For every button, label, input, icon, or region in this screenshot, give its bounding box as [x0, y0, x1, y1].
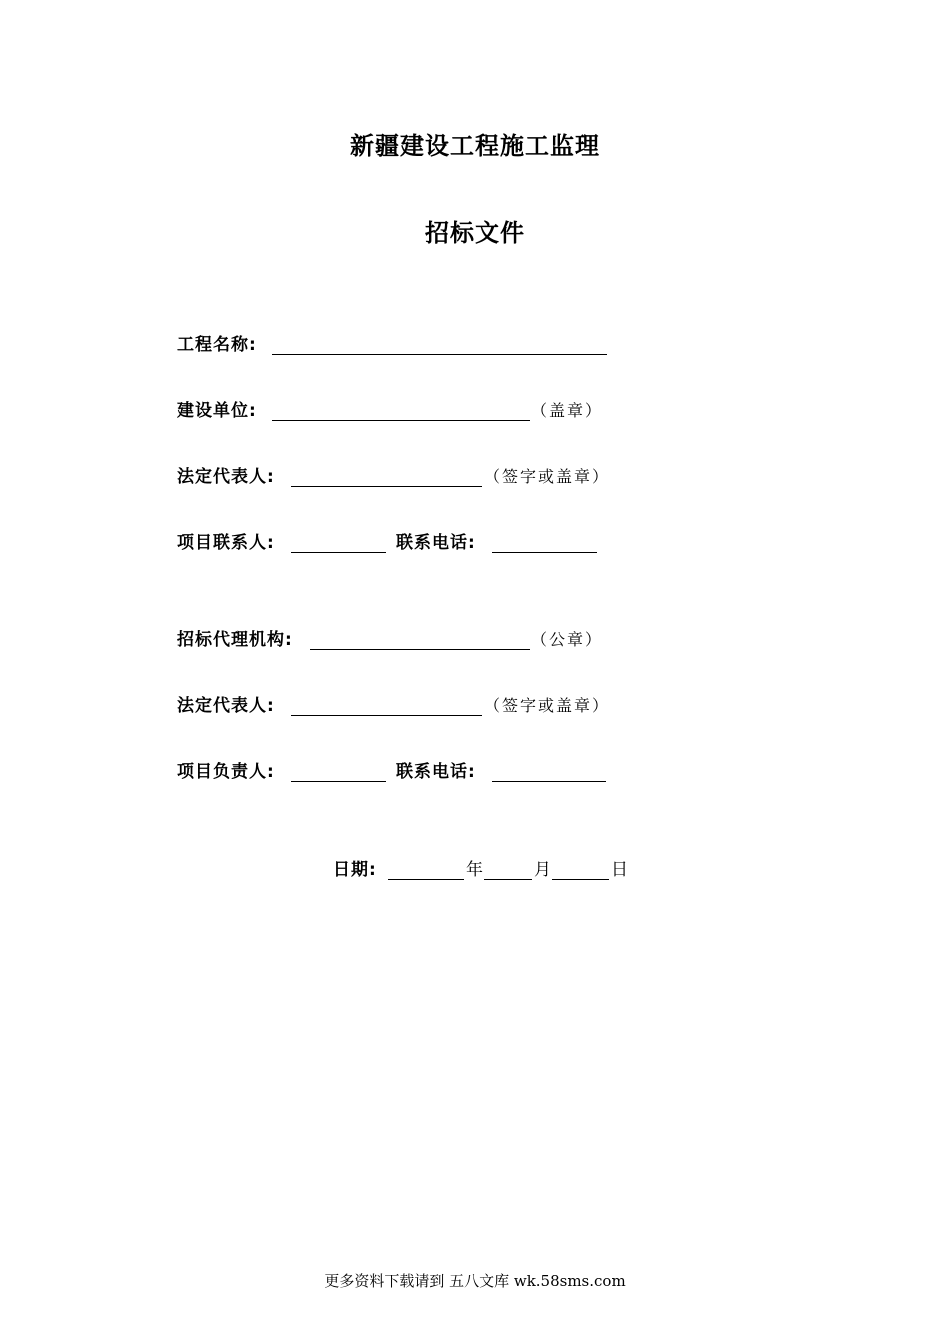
- legal-rep-label-1: 法定代表人:: [177, 467, 275, 487]
- project-name-field[interactable]: [272, 354, 607, 355]
- legal-rep-row-2: [177, 693, 637, 719]
- date-day-field[interactable]: [552, 879, 609, 880]
- date-year-field[interactable]: [388, 879, 464, 880]
- project-manager-label: 项目负责人:: [177, 762, 275, 782]
- agency-row: [177, 627, 637, 653]
- agency-seal-note: （公章）: [531, 630, 604, 649]
- agency-label: 招标代理机构:: [177, 630, 293, 650]
- contact-phone-label-1: 联系电话:: [396, 533, 476, 553]
- builder-label: 建设单位:: [177, 401, 257, 421]
- legal-rep-row-1: [177, 464, 637, 490]
- date-label: 日期:: [333, 860, 377, 880]
- legal-rep-field-1[interactable]: [291, 486, 482, 487]
- legal-rep-sign-note-2: （签字或盖章）: [484, 696, 611, 715]
- date-row: [0, 857, 950, 883]
- document-subtitle: 招标文件: [425, 219, 525, 247]
- builder-field[interactable]: [272, 420, 530, 421]
- project-contact-label: 项目联系人:: [177, 533, 275, 553]
- project-contact-row: [177, 530, 637, 556]
- date-day-unit: 日: [611, 860, 628, 880]
- builder-seal-note: （盖章）: [531, 401, 604, 420]
- contact-phone-field-1[interactable]: [492, 552, 597, 553]
- document-title: 新疆建设工程施工监理: [350, 132, 600, 160]
- project-manager-row: [177, 759, 637, 785]
- date-month-field[interactable]: [484, 879, 532, 880]
- project-name-row: [177, 332, 637, 358]
- date-month-unit: 月: [534, 860, 551, 880]
- legal-rep-sign-note-1: （签字或盖章）: [484, 467, 611, 486]
- footer-download-note: 更多资料下载请到 五八文库 wk.58sms.com: [324, 1272, 626, 1290]
- agency-field[interactable]: [310, 649, 530, 650]
- contact-phone-field-2[interactable]: [492, 781, 606, 782]
- date-year-unit: 年: [466, 860, 483, 880]
- legal-rep-label-2: 法定代表人:: [177, 696, 275, 716]
- builder-row: [177, 398, 637, 424]
- contact-phone-label-2: 联系电话:: [396, 762, 476, 782]
- project-contact-field[interactable]: [291, 552, 386, 553]
- legal-rep-field-2[interactable]: [291, 715, 482, 716]
- project-name-label: 工程名称:: [177, 335, 257, 355]
- project-manager-field[interactable]: [291, 781, 386, 782]
